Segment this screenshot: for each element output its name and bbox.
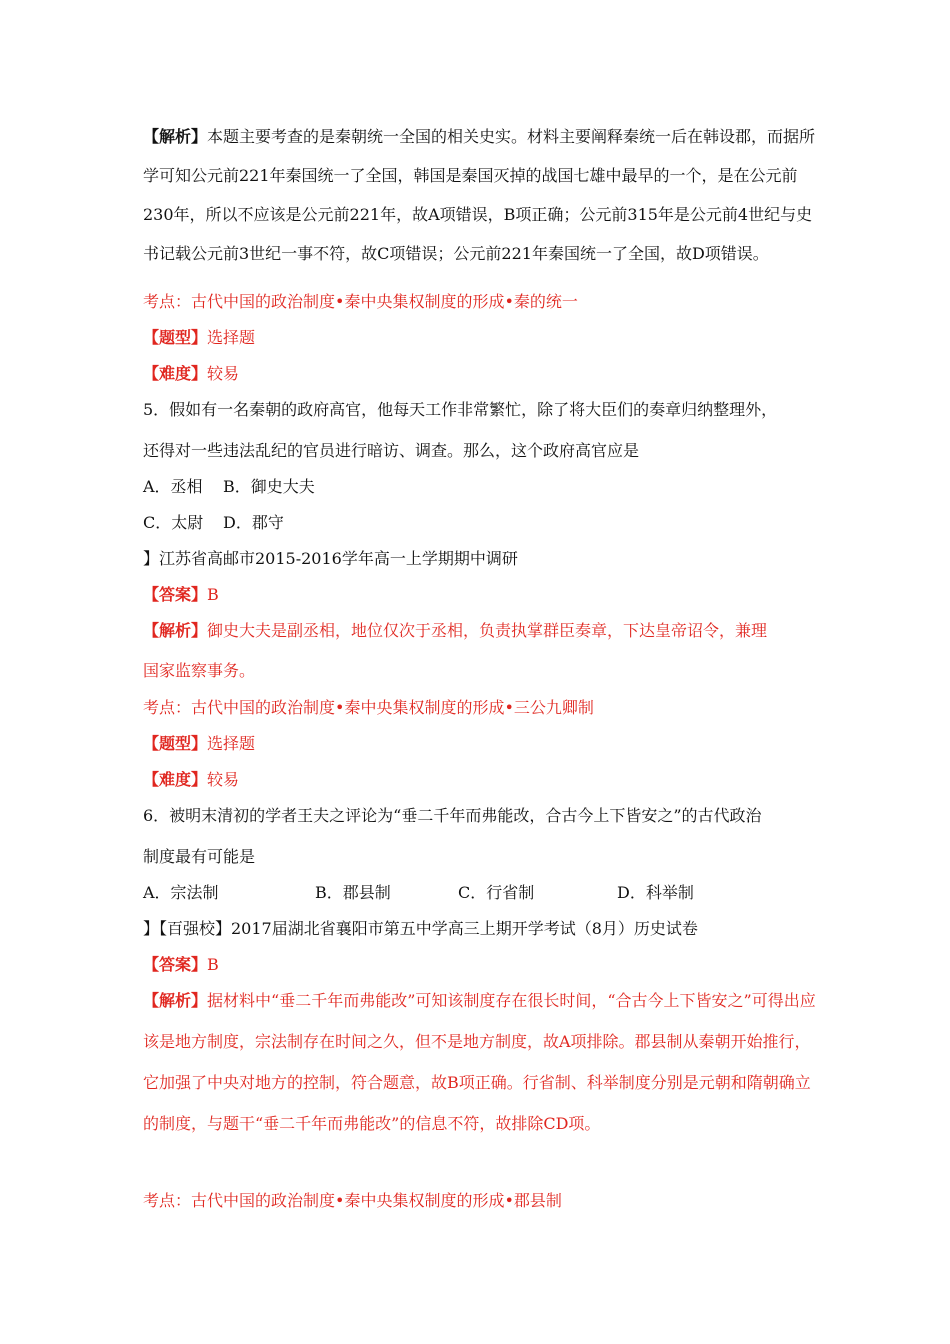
q5-option-d: D．郡守	[223, 513, 284, 532]
q6-options	[143, 882, 694, 904]
q6-stem-line2: 制度最有可能是	[143, 847, 256, 866]
q5-answer-value: B	[207, 585, 219, 604]
q6-answer	[143, 954, 219, 976]
q5-analysis-line1	[143, 620, 767, 642]
q5-analysis-line2: 国家监察事务。	[143, 661, 256, 680]
q4-tixing	[143, 327, 255, 349]
q4-tixing-tag: 【题型】	[143, 328, 208, 347]
q5-option-b: B．御史大夫	[223, 477, 315, 496]
q5-answer	[143, 584, 219, 606]
q6-option-c: C．行省制	[458, 883, 535, 902]
q5-analysis-text1: 御史大夫是副丞相，地位仅次于丞相，负责执掌群臣奏章，下达皇帝诏令，兼理	[207, 621, 768, 640]
q5-nandu	[143, 769, 239, 791]
q5-tixing-value: 选择题	[207, 734, 256, 753]
q4-kaodian: 考点：古代中国的政治制度•秦中央集权制度的形成•秦的统一	[143, 292, 578, 311]
q6-option-d: D．科举制	[617, 883, 694, 902]
q5-stem-line1: 5．假如有一名秦朝的政府高官，他每天工作非常繁忙，除了将大臣们的奏章归纳整理外，	[143, 400, 778, 419]
q6-analysis-tag: 【解析】	[143, 991, 208, 1010]
q4-nandu-value: 较易	[207, 364, 240, 383]
q6-answer-tag: 【答案】	[143, 955, 208, 974]
q5-nandu-tag: 【难度】	[143, 770, 208, 789]
q4-analysis-tag: 【解析】	[143, 127, 208, 146]
q5-tixing	[143, 733, 255, 755]
q4-analysis-text: 本题主要考查的是秦朝统一全国的相关史实。材料主要阐释秦统一后在韩设郡，而据所学可知公元前221年秦国统一了全国，韩国是秦国灭掉的战国七雄中最早的一个，是在公元前230年，所以不应该是公元前221年，故A项错误，B项正确；公元前315年是公元前4世纪与史书记载公元前3世纪一事不符，故C项错误；公元前221年秦国统一了全国，故D项错误。	[143, 127, 816, 263]
q5-stem-line2: 还得对一些违法乱纪的官员进行暗访、调查。那么，这个政府高官应是	[143, 441, 640, 460]
q5-options-row2	[143, 512, 284, 534]
q5-analysis-tag: 【解析】	[143, 621, 208, 640]
q4-tixing-value: 选择题	[207, 328, 256, 347]
q6-analysis	[143, 980, 823, 1144]
q5-tixing-tag: 【题型】	[143, 734, 208, 753]
q5-options-row1	[143, 476, 315, 498]
q5-option-c: C．太尉	[143, 513, 204, 532]
q6-source: 】【百强校】2017届湖北省襄阳市第五中学高三上期开学考试（8月）历史试卷	[143, 919, 698, 938]
q4-nandu	[143, 363, 239, 385]
q4-analysis	[143, 117, 823, 273]
q6-analysis-text: 据材料中“垂二千年而弗能改”可知该制度存在很长时间，“合古今上下皆安之”可得出应该是地方制度，宗法制存在时间之久，但不是地方制度，故A项排除。郡县制从秦朝开始推行，它加强了中央对地方的控制，符合题意，故B项正确。行省制、科举制度分别是元朝和隋朝确立的制度，与题干“垂二千年而弗能改”的信息不符，故排除CD项。	[143, 991, 816, 1133]
q6-option-b: B．郡县制	[315, 883, 391, 902]
q5-option-a: A．丞相	[143, 477, 203, 496]
q6-kaodian: 考点：古代中国的政治制度•秦中央集权制度的形成•郡县制	[143, 1191, 562, 1210]
q6-option-a: A．宗法制	[143, 883, 219, 902]
q5-source: 】江苏省高邮市2015-2016学年高一上学期期中调研	[143, 549, 518, 568]
q5-nandu-value: 较易	[207, 770, 240, 789]
q4-nandu-tag: 【难度】	[143, 364, 208, 383]
q6-answer-value: B	[207, 955, 219, 974]
q5-answer-tag: 【答案】	[143, 585, 208, 604]
q6-stem-line1: 6．被明末清初的学者王夫之评论为“垂二千年而弗能改，合古今上下皆安之”的古代政治	[143, 806, 762, 825]
q5-kaodian: 考点：古代中国的政治制度•秦中央集权制度的形成•三公九卿制	[143, 698, 594, 717]
